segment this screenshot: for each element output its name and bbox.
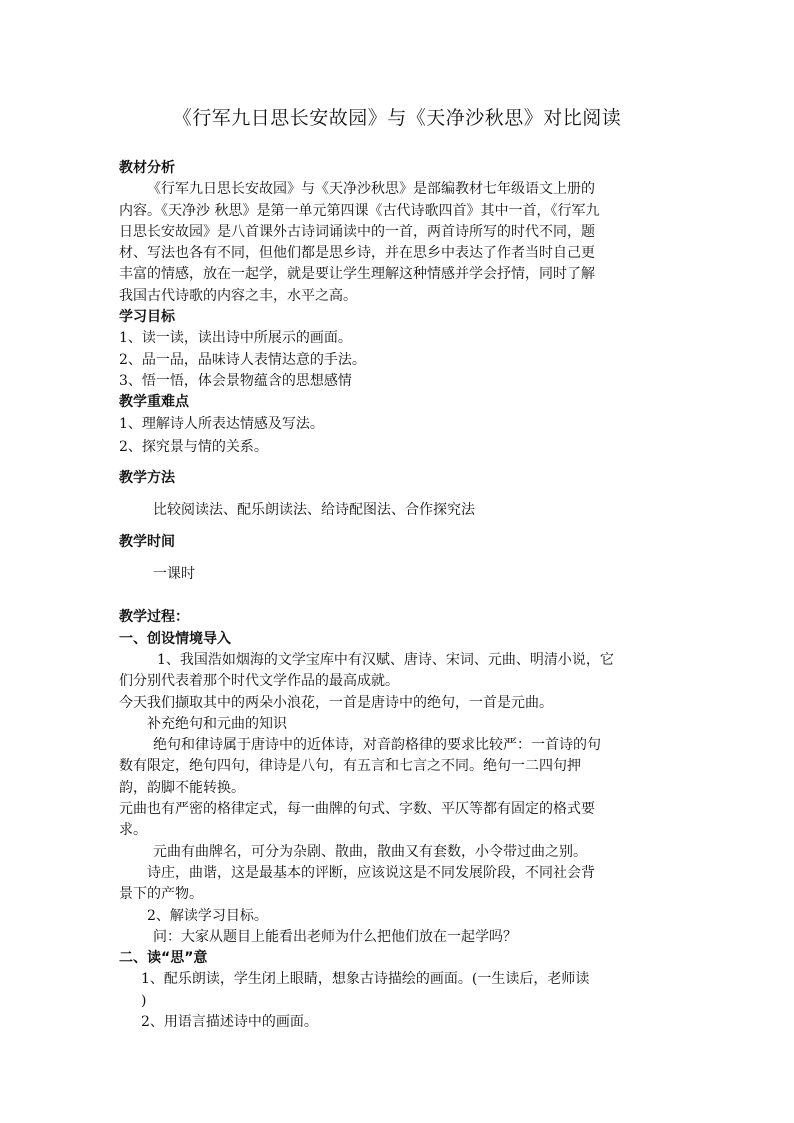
analysis-line: 日思长安故园》是八首课外古诗词诵读中的一首，两首诗所写的时代不同，题: [119, 223, 595, 240]
heading-method: 教学方法: [119, 470, 175, 487]
method-text: 比较阅读法、配乐朗读法、给诗配图法、合作探究法: [153, 502, 475, 519]
goal-item: 2、品一品，品味诗人表情达意的手法。: [119, 351, 366, 368]
analysis-line: 丰富的情感，放在一起学，就是要让学生理解这种情感并学会抒情，同时了解: [119, 266, 595, 283]
process-line: 补充绝句和元曲的知识: [147, 715, 287, 732]
process-line: 景下的产物。: [119, 886, 203, 903]
heading-part1: 一、创设情境导入: [119, 630, 231, 647]
goal-item: 1、读一读，读出诗中所展示的画面。: [119, 330, 352, 347]
process-line: ): [141, 992, 147, 1009]
time-text: 一课时: [153, 566, 195, 583]
heading-goals: 学习目标: [119, 309, 175, 326]
process-line: 绝句和律诗属于唐诗中的近体诗，对音韵格律的要求比较严：一首诗的句: [153, 737, 601, 754]
process-line: 1、配乐朗读，学生闭上眼睛，想象古诗描绘的画面。(一生读后，老师读: [141, 971, 590, 988]
analysis-line: 材、写法也各有不同，但他们都是思乡诗，并在思乡中表达了作者当时自己更: [119, 245, 595, 262]
heading-time: 教学时间: [119, 533, 175, 550]
analysis-line: 《行军九日思长安故园》与《天净沙秋思》是部编教材七年级语文上册的: [147, 181, 595, 198]
document-body: [119, 158, 679, 1033]
heading-process: 教学过程：: [119, 609, 189, 626]
process-line: 2、解读学习目标。: [147, 907, 268, 924]
process-line: 诗庄，曲谐，这是最基本的评断，应该说这是不同发展阶段，不同社会背: [147, 864, 595, 881]
process-line: 1、我国浩如烟海的文学宝库中有汉赋、唐诗、宋词、元曲、明清小说，它: [157, 651, 614, 668]
process-line: 数有限定，绝句四句，律诗是八句，有五言和七言之不同。绝句一二四句押: [119, 758, 581, 775]
process-line: 求。: [119, 822, 147, 839]
process-line: 元曲有曲牌名，可分为杂剧、散曲，散曲又有套数，小令带过曲之别。: [153, 843, 587, 860]
goal-item: 3、悟一悟，体会景物蕴含的思想感情: [119, 372, 352, 389]
process-line: 元曲也有严密的格律定式，每一曲牌的句式、字数、平仄等都有固定的格式要: [119, 801, 595, 818]
analysis-line: 内容。《天净沙 秋思》是第一单元第四课《古代诗歌四首》其中一首，《行军九: [119, 202, 600, 219]
process-line: 2、用语言描述诗中的画面。: [141, 1013, 318, 1030]
key-point-item: 1、理解诗人所表达情感及写法。: [119, 415, 324, 432]
process-line: 们分别代表着那个时代文学作品的最高成就。: [119, 673, 399, 690]
process-line: 今天我们撷取其中的两朵小浪花，一首是唐诗中的绝句，一首是元曲。: [119, 694, 553, 711]
heading-analysis: 教材分析: [119, 160, 175, 176]
heading-part2: 二、读“思”意: [119, 950, 208, 967]
process-line: 问：大家从题目上能看出老师为什么把他们放在一起学吗？: [153, 928, 517, 945]
document-title: 《行军九日思长安故园》与《天净沙秋思》对比阅读: [172, 107, 622, 129]
key-point-item: 2、探究景与情的关系。: [119, 438, 268, 455]
process-line: 韵，韵脚不能转换。: [119, 779, 245, 796]
analysis-line: 我国古代诗歌的内容之丰，水平之高。: [119, 287, 357, 304]
heading-key-points: 教学重难点: [119, 394, 189, 411]
